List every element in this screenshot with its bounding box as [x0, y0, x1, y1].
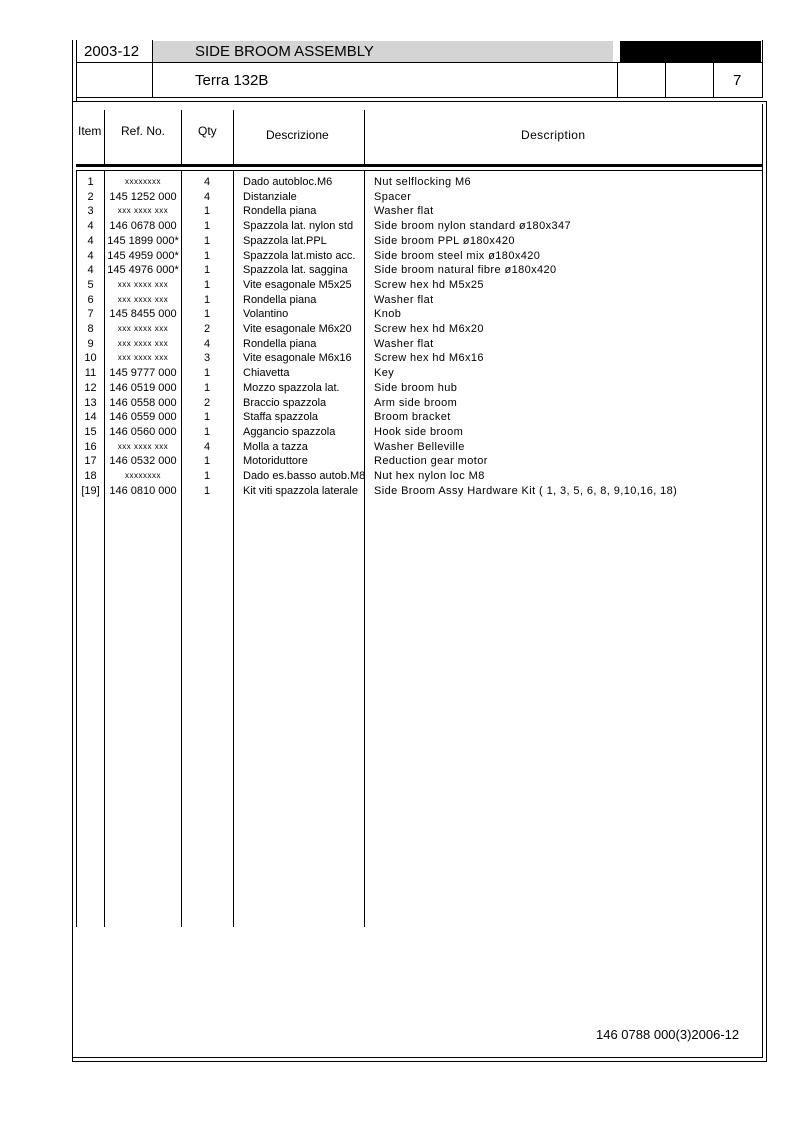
- row-ref-no: xxx xxxx xxx: [117, 338, 169, 348]
- row-description: Screw hex hd M6x16: [374, 352, 484, 365]
- row-description: Washer flat: [374, 337, 434, 350]
- row-descrizione: Dado autobloc.M6: [243, 176, 333, 188]
- row-item: 4: [87, 220, 94, 233]
- header-mid-line: [76, 62, 762, 63]
- table-row: [76, 351, 766, 366]
- table-row: [76, 454, 766, 469]
- row-item: 9: [87, 337, 94, 350]
- row-qty: 3: [203, 352, 211, 365]
- date-label: 2003-12: [84, 43, 140, 60]
- row-item: 13: [84, 396, 97, 409]
- row-qty: 1: [203, 278, 211, 291]
- row-qty: 1: [203, 411, 211, 424]
- col-sep-descrizione: [364, 110, 365, 167]
- row-qty: 2: [203, 396, 211, 409]
- row-ref-no: 146 0532 000: [109, 455, 177, 468]
- col-header-description: Description: [521, 128, 586, 142]
- table-row: [76, 190, 766, 205]
- table-row: [76, 484, 766, 499]
- row-description: Washer flat: [374, 293, 434, 306]
- col-header-qty: Qty: [198, 124, 217, 138]
- row-descrizione: Chiavetta: [243, 367, 290, 380]
- row-qty: 1: [203, 308, 211, 321]
- row-descrizione: Vite esagonale M6x20: [243, 323, 352, 335]
- table-row: [76, 322, 766, 337]
- table-row: [76, 307, 766, 322]
- row-description: Arm side broom: [374, 396, 458, 409]
- row-descrizione: Spazzola lat.PPL: [243, 234, 327, 247]
- row-description: Washer Belleville: [374, 440, 465, 453]
- row-qty: 1: [203, 293, 211, 306]
- col-header-ref-no: Ref. No.: [121, 124, 166, 138]
- row-ref-no: xxx xxxx xxx: [117, 279, 169, 289]
- page-title: SIDE BROOM ASSEMBLY: [195, 43, 374, 60]
- body-left-border: [72, 101, 73, 1061]
- row-description: Broom bracket: [374, 411, 451, 424]
- col-sep-item: [104, 110, 105, 167]
- body-bottom-line: [72, 1057, 763, 1058]
- row-description: Side broom steel mix ø180x420: [374, 249, 541, 262]
- row-descrizione: Vite esagonale M5x25: [243, 278, 352, 291]
- row-description: Hook side broom: [374, 425, 464, 438]
- row-description: Knob: [374, 308, 402, 321]
- row-ref-no: xxx xxxx xxx: [117, 324, 169, 333]
- row-item: 15: [84, 425, 97, 438]
- row-qty: 4: [203, 190, 211, 203]
- row-descrizione: Volantino: [243, 308, 289, 321]
- table-row: [76, 293, 766, 308]
- row-qty: 4: [203, 337, 211, 350]
- row-item: 14: [84, 411, 97, 424]
- model-label: Terra 132B: [195, 72, 269, 89]
- header-left-border-inner: [72, 40, 73, 101]
- row-description: Nut hex nylon loc M8: [374, 470, 485, 482]
- row-qty: 1: [203, 484, 211, 497]
- row-qty: 1: [203, 249, 211, 262]
- row-description: Side broom nylon standard ø180x347: [374, 220, 572, 233]
- row-item: 11: [84, 367, 97, 380]
- row-descrizione: Molla a tazza: [243, 440, 308, 453]
- row-item: 8: [87, 323, 94, 335]
- row-ref-no: xxx xxxx xxx: [117, 441, 169, 451]
- row-descrizione: Mozzo spazzola lat.: [243, 381, 340, 394]
- row-descrizione: Rondella piana: [243, 205, 317, 218]
- row-description: Side broom natural fibre ø180x420: [374, 264, 557, 277]
- table-row: [76, 396, 766, 411]
- table-row: [76, 366, 766, 381]
- row-descrizione: Spazzola lat. nylon std: [243, 220, 354, 233]
- col-header-descrizione: Descrizione: [266, 128, 329, 142]
- row-description: Side broom hub: [374, 381, 458, 394]
- row-ref-no: 145 9777 000: [109, 367, 177, 380]
- row-description: Reduction gear motor: [374, 455, 488, 468]
- row-item: 4: [87, 264, 94, 277]
- col-header-item: Item: [78, 124, 102, 138]
- row-description: Screw hex hd M6x20: [374, 323, 484, 335]
- row-item: 5: [87, 278, 94, 291]
- row-descrizione: Rondella piana: [243, 293, 317, 306]
- row-description: Washer flat: [374, 205, 434, 218]
- row-item: 2: [87, 190, 94, 203]
- row-qty: 1: [203, 264, 211, 277]
- table-row: [76, 249, 766, 264]
- row-ref-no: xxx xxxx xxx: [117, 353, 169, 363]
- page-number: 7: [733, 72, 742, 89]
- column-header-rule-2: [76, 170, 762, 171]
- row-descrizione: Braccio spazzola: [243, 396, 327, 409]
- table-row: [76, 425, 766, 440]
- header-bottom-line: [76, 97, 763, 98]
- row-descrizione: Distanziale: [243, 190, 297, 203]
- row-descrizione: Spazzola lat.misto acc.: [243, 249, 356, 262]
- row-item: 18: [84, 470, 97, 482]
- row-ref-no: 146 0560 000: [109, 425, 177, 438]
- row-description: Side Broom Assy Hardware Kit ( 1, 3, 5, 6, 8, 9,10,16, 18): [374, 484, 678, 497]
- header-right-border: [762, 40, 763, 98]
- row-item: 1: [87, 176, 94, 188]
- table-row: [76, 263, 766, 278]
- row-descrizione: Dado es.basso autob.M8: [243, 470, 366, 482]
- row-qty: 1: [203, 381, 211, 394]
- row-descrizione: Kit viti spazzola laterale: [243, 484, 358, 497]
- col-sep-ref: [181, 110, 182, 167]
- row-descrizione: Aggancio spazzola: [243, 425, 336, 438]
- row-ref-no: 145 4976 000*: [107, 264, 179, 277]
- column-header-rule: [76, 164, 762, 167]
- table-row: [76, 381, 766, 396]
- row-ref-no: 146 0678 000: [109, 220, 177, 233]
- row-descrizione: Staffa spazzola: [243, 411, 319, 424]
- header-black-box: [620, 41, 761, 62]
- row-qty: 4: [203, 176, 211, 188]
- row-descrizione: Spazzola lat. saggina: [243, 264, 348, 277]
- row-item: 4: [87, 234, 94, 247]
- table-row: [76, 337, 766, 352]
- row-ref-no: 146 0559 000: [109, 411, 177, 424]
- row-descrizione: Vite esagonale M6x16: [243, 352, 352, 365]
- row-description: Screw hex hd M5x25: [374, 278, 484, 291]
- body-bottom-line-outer: [72, 1061, 767, 1062]
- footer-doc-code: 146 0788 000(3)2006-12: [596, 1027, 740, 1042]
- row-ref-no: 146 0519 000: [109, 381, 177, 394]
- row-item: 3: [87, 205, 94, 218]
- row-ref-no: xxx xxxx xxx: [117, 294, 169, 304]
- row-description: Side broom PPL ø180x420: [374, 234, 515, 247]
- row-descrizione: Motoriduttore: [243, 455, 308, 468]
- row-qty: 1: [203, 205, 211, 218]
- row-qty: 1: [203, 234, 211, 247]
- row-item: 4: [87, 249, 94, 262]
- row-item: 10: [84, 352, 97, 365]
- row-ref-no: 145 8455 000: [109, 308, 177, 321]
- table-row: [76, 234, 766, 249]
- header-box-divider-3: [713, 62, 714, 98]
- row-description: Spacer: [374, 190, 412, 203]
- row-qty: 1: [203, 220, 211, 233]
- row-ref-no: 146 0558 000: [109, 396, 177, 409]
- row-ref-no: 145 1252 000: [109, 190, 177, 203]
- row-ref-no: 145 4959 000*: [107, 249, 179, 262]
- row-descrizione: Rondella piana: [243, 337, 317, 350]
- row-item: 12: [84, 381, 97, 394]
- row-ref-no: xxxxxxxx: [125, 471, 161, 480]
- row-ref-no: 146 0810 000: [109, 484, 177, 497]
- body-right-border: [766, 101, 767, 1061]
- row-qty: 1: [203, 470, 211, 482]
- row-ref-no: xxxxxxxx: [125, 177, 161, 186]
- header-bottom-line-outer: [72, 101, 766, 102]
- row-description: Nut selflocking M6: [374, 176, 472, 188]
- row-qty: 1: [203, 367, 211, 380]
- table-row: [76, 410, 766, 425]
- row-item: 6: [87, 293, 94, 306]
- row-item: 16: [84, 440, 97, 453]
- table-row: [76, 278, 766, 293]
- row-qty: 4: [203, 440, 211, 453]
- col-sep-qty: [233, 110, 234, 167]
- row-item: [19]: [81, 484, 100, 497]
- row-item: 17: [84, 455, 97, 468]
- row-qty: 1: [203, 425, 211, 438]
- table-row: [76, 219, 766, 234]
- table-row: [76, 175, 766, 190]
- table-row: [76, 204, 766, 219]
- row-ref-no: xxx xxxx xxx: [117, 206, 169, 216]
- row-qty: 1: [203, 455, 211, 468]
- table-row: [76, 440, 766, 455]
- header-box-divider-1: [617, 62, 618, 98]
- row-description: Key: [374, 367, 395, 380]
- row-ref-no: 145 1899 000*: [107, 234, 179, 247]
- header-left-border: [76, 40, 77, 101]
- row-qty: 2: [203, 323, 211, 335]
- row-item: 7: [87, 308, 94, 321]
- table-row: [76, 469, 766, 484]
- header-box-divider-2: [665, 62, 666, 98]
